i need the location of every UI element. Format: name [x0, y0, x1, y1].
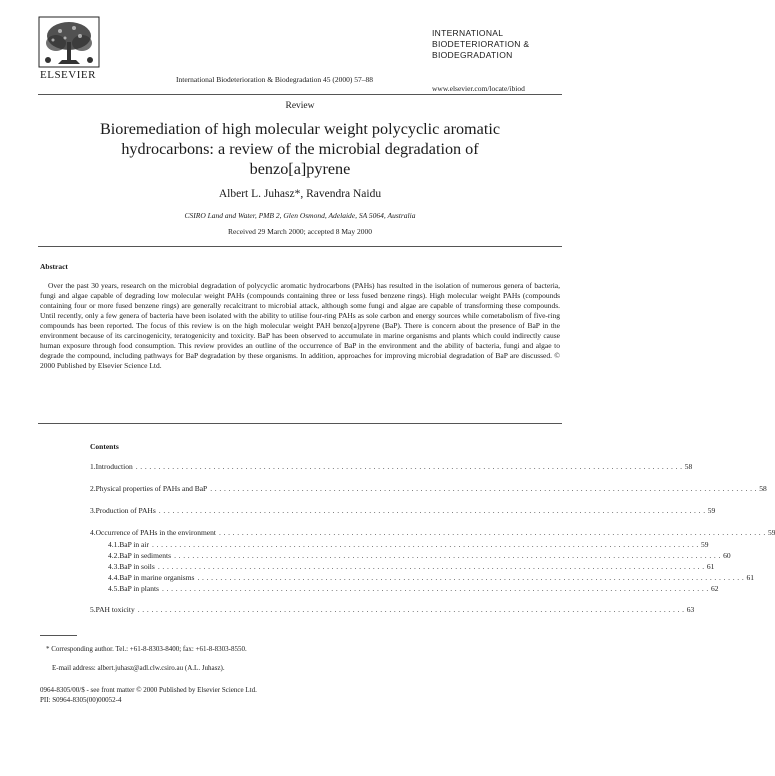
- toc-leader: ........................................................................................................................: [161, 584, 711, 593]
- elsevier-tree-logo: [38, 16, 100, 76]
- toc-entry-occurrence[interactable]: [90, 528, 775, 537]
- email-note[interactable]: E-mail address: albert.juhasz@adl.clw.csiro.au (A.L. Juhasz).: [52, 664, 225, 672]
- footnote-rule: [40, 635, 77, 636]
- toc-label: Physical properties of PAHs and BaP: [95, 484, 208, 493]
- toc-page: 63: [686, 605, 695, 614]
- abstract-bottom-rule: [38, 423, 562, 424]
- toc-label: Introduction: [95, 462, 133, 471]
- toc-page: 61: [746, 573, 754, 582]
- toc-entry-introduction[interactable]: [90, 462, 693, 471]
- toc-entry-pah-toxicity[interactable]: [90, 605, 695, 614]
- journal-url[interactable]: www.elsevier.com/locate/ibiod: [432, 84, 525, 93]
- toc-page: 59: [707, 506, 716, 515]
- title-line: hydrocarbons: a review of the microbial degradation of: [121, 140, 479, 158]
- toc-number: 5.: [90, 605, 96, 614]
- toc-leader: ........................................................................................................................: [137, 605, 687, 614]
- toc-leader: ........................................................................................................................: [174, 551, 724, 560]
- abstract-top-rule: [38, 246, 562, 247]
- toc-number: 4.2.: [108, 551, 120, 560]
- title-line: Bioremediation of high molecular weight polycyclic aromatic: [99, 120, 501, 138]
- title-line: benzo[a]pyrene: [249, 160, 351, 178]
- toc-number: 4.: [90, 528, 96, 537]
- abstract-text: Over the past 30 years, research on the microbial degradation of polycyclic aromatic hydrocarbons (PAHs) has resulted in the isolation of numerous genera of bacteria, fungi and algae capable of degrading low molecular weight PAHs (compounds containing three or less fused benzene rings). High molecular weight PAHs (compounds containing four or more fused benzene rings) are generally recalcitrant to microbial attack, although some fungi and algae are capable of transforming these compounds. Until recently, only a few genera of bacteria have been isolated with the ability to utilise four-ring PAHs as sole carbon and energy sources while cometabolism of five-ring compounds has been reported. The focus of this review is on the high molecular weight PAH benzo[a]pyrene (BaP). There is concern about the presence of BaP in the environment because of its carcinogenicity, teratogenicity and toxicity. BaP has been observed to accumulate in marine organisms and plants which could indirectly cause human exposure through food consumption. This review provides an outline of the occurrence of BaP in the environment and the ability of bacteria, fungi and algae to degrade the compound, including pathways for BaP degradation by these organisms. In addition, approaches for improving microbial degradation of BaP are discussed. © 2000 Published by Elsevier Science Ltd.: [40, 281, 560, 371]
- toc-page: 58: [759, 484, 767, 493]
- toc-entry-physical-properties[interactable]: [90, 484, 767, 493]
- contents-heading: Contents: [90, 442, 119, 451]
- pii-line: PII: S0964-8305(00)00052-4: [40, 696, 122, 704]
- toc-entry-bap-plants[interactable]: [108, 584, 719, 593]
- toc-number: 4.5.: [108, 584, 120, 593]
- toc-page: 59: [767, 528, 775, 537]
- authors: Albert L. Juhasz*, Ravendra Naidu: [218, 188, 382, 200]
- journal-title-line: INTERNATIONAL: [432, 28, 504, 38]
- toc-page: 62: [710, 584, 719, 593]
- toc-label: BaP in sediments: [119, 551, 172, 560]
- journal-title-line: BIODETERIORATION &: [432, 39, 530, 49]
- toc-label: Occurrence of PAHs in the environment: [95, 528, 216, 537]
- toc-page: 58: [684, 462, 693, 471]
- toc-leader: ........................................................................................................................: [151, 540, 701, 549]
- toc-number: 3.: [90, 506, 96, 515]
- toc-label: PAH toxicity: [95, 605, 135, 614]
- journal-title-block: [432, 28, 529, 61]
- toc-number: 4.4.: [108, 573, 120, 582]
- article-type: Review: [285, 101, 315, 111]
- toc-entry-bap-sediments[interactable]: [108, 551, 731, 560]
- affiliation: CSIRO Land and Water, PMB 2, Glen Osmond, Adelaide, SA 5064, Australia: [184, 211, 416, 220]
- article-title: [40, 119, 560, 179]
- toc-leader: ........................................................................................................................: [210, 484, 760, 493]
- toc-number: 2.: [90, 484, 96, 493]
- toc-number: 4.3.: [108, 562, 120, 571]
- toc-page: 60: [723, 551, 731, 560]
- toc-leader: ........................................................................................................................: [135, 462, 685, 471]
- toc-page: 61: [706, 562, 715, 571]
- toc-page: 59: [700, 540, 709, 549]
- toc-entry-bap-marine[interactable]: [108, 573, 754, 582]
- received-dates: Received 29 March 2000; accepted 8 May 2000: [228, 227, 372, 236]
- toc-label: BaP in air: [119, 540, 149, 549]
- toc-label: Production of PAHs: [95, 506, 156, 515]
- journal-citation: International Biodeterioration & Biodegradation 45 (2000) 57–88: [176, 75, 374, 84]
- toc-entry-bap-soils[interactable]: [108, 562, 715, 571]
- toc-leader: ........................................................................................................................: [158, 506, 708, 515]
- issn-line: 0964-8305/00/$ - see front matter © 2000 Published by Elsevier Science Ltd.: [40, 686, 257, 694]
- journal-title-line: BIODEGRADATION: [432, 50, 513, 60]
- toc-leader: ........................................................................................................................: [157, 562, 707, 571]
- toc-entry-bap-air[interactable]: [108, 540, 709, 549]
- toc-label: BaP in plants: [119, 584, 159, 593]
- publisher-name: ELSEVIER: [40, 69, 96, 81]
- toc-entry-production[interactable]: [90, 506, 716, 515]
- toc-leader: ........................................................................................................................: [218, 528, 768, 537]
- toc-label: BaP in soils: [119, 562, 155, 571]
- header-rule: [38, 94, 562, 95]
- toc-leader: ........................................................................................................................: [197, 573, 747, 582]
- corresponding-author-note: * Corresponding author. Tel.: +61-8-8303-8400; fax: +61-8-8303-8550.: [46, 645, 247, 653]
- abstract-heading: Abstract: [40, 262, 68, 271]
- toc-label: BaP in marine organisms: [119, 573, 195, 582]
- toc-number: 1.: [90, 462, 96, 471]
- toc-number: 4.1.: [108, 540, 120, 549]
